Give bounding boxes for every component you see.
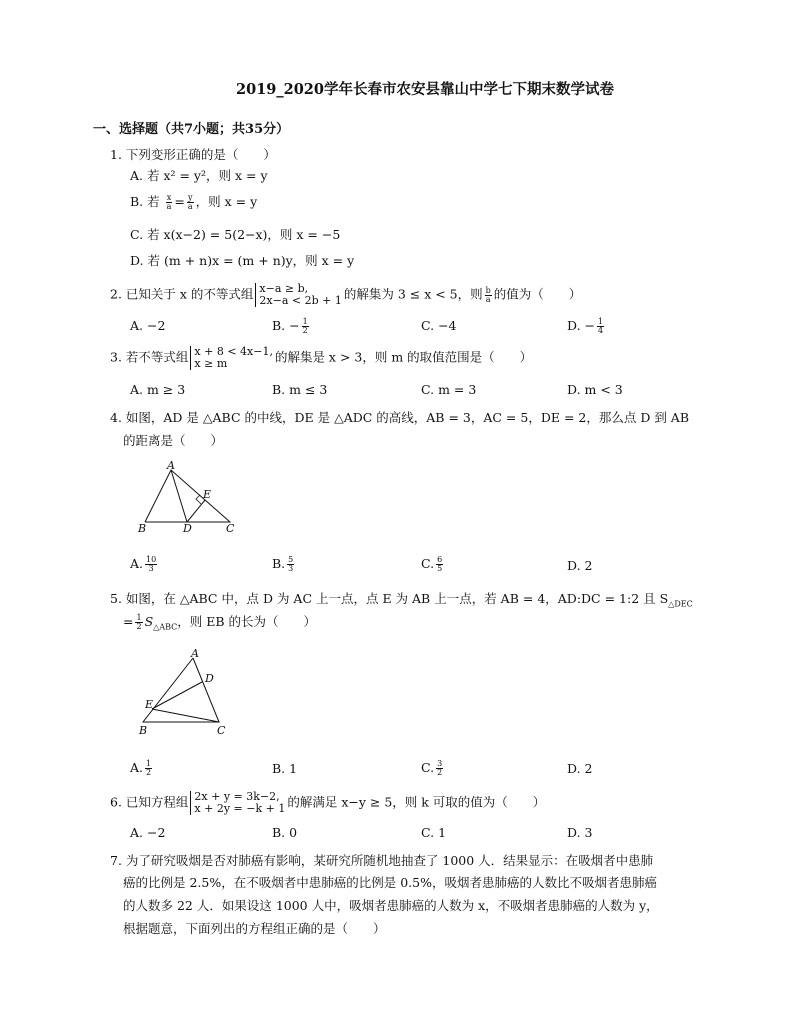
figure-label-a: A — [167, 460, 175, 472]
question-7-line1: 7. 为了研究吸烟是否对肺癌有影响，某研究所随机地抽查了 1000 人．结果显示：在吸烟者中患肺 — [110, 853, 654, 868]
question-3-option-d: D. m < 3 — [567, 382, 623, 397]
question-7-line3: 的人数多 22 人．如果设这 1000 人中，吸烟者患肺癌的人数为 x，不吸烟者患肺癌的人数为 y， — [123, 898, 659, 913]
inequality-system: x−a ≥ b, 2x−a < 2b + 1 — [255, 283, 341, 307]
question-2-option-c: C. −4 — [421, 318, 457, 333]
q2-middle: 的解集为 3 ≤ x < 5，则 — [343, 286, 483, 302]
question-5-stem-line1: 5. 如图，在 △ABC 中，点 D 为 AC 上一点，点 E 为 AB 上一点，若 AB = 4，AD:DC = 1:2 且 $S_{\triangle DEC}$ — [110, 591, 693, 609]
question-2-stem — [110, 283, 581, 307]
inequality-system: x + 8 < 4x−1, x ≥ m — [190, 346, 273, 370]
page-title: 2019_2020学年长春市农安县靠山中学七下期末数学试卷 — [236, 81, 614, 98]
fraction-three-halves: $\frac{3}{2}$ — [437, 759, 443, 777]
question-4-stem-line1: 4. 如图，AD 是 △ABC 的中线，DE 是 △ADC 的高线，AB = 3，AC = 5，DE = 2，那么点 D 到 AB — [110, 410, 690, 425]
question-2-option-a: A. −2 — [130, 318, 166, 333]
question-7-line4: 根据题意，下面列出的方程组正确的是（ ） — [123, 921, 386, 936]
question-3-stem: 3. 若不等式组 x + 8 < 4x−1, x ≥ m 的解集是 x > 3，则 m 的取值范围是（ ） — [110, 345, 533, 370]
question-5-option-d: D. 2 — [567, 761, 593, 776]
question-6-option-b: B. 0 — [272, 825, 298, 840]
option-b-suffix: ，则 x = y — [195, 194, 258, 209]
question-3-option-a: A. m ≥ 3 — [130, 382, 186, 397]
question-5-option-a: A. $\frac{1}{2}$ — [130, 759, 152, 777]
fraction-b-over-a: $\frac{b}{a}$ — [485, 285, 491, 304]
question-4-option-b: B. $\frac{5}{3}$ — [272, 555, 294, 573]
equation-system: 2x + y = 3k−2, x + 2y = −k + 1 — [190, 791, 285, 815]
option-b-prefix: B. 若 — [130, 194, 160, 209]
question-4-figure — [135, 460, 245, 538]
question-1-option-c: C. 若 x(x−2) = 5(2−x)，则 x = −5 — [130, 227, 341, 242]
fraction-one-half: $\frac{1}{2}$ — [302, 317, 308, 335]
question-6-stem: 6. 已知方程组 2x + y = 3k−2, x + 2y = −k + 1 的解满足 x−y ≥ 5，则 k 可取的值为（ ） — [110, 790, 546, 815]
question-4-option-d: D. 2 — [567, 558, 593, 573]
figure-label-c: C — [226, 522, 235, 535]
question-1-option-b: B. 若 $\frac{x}{a}$ = $\frac{y}{a}$ ，则 x = y — [130, 193, 258, 211]
fraction-one-half: $\frac{1}{2}$ — [136, 613, 142, 631]
figure-label-c: C — [217, 724, 226, 737]
question-6-option-a: A. −2 — [130, 825, 166, 840]
figure-label-d: D — [205, 672, 214, 685]
figure-label-d: D — [183, 522, 192, 535]
fraction-six-fifths: $\frac{6}{5}$ — [437, 555, 443, 573]
question-5-stem-line2: = $\frac{1}{2}$ $S_{\triangle ABC}$，则 EB 的长为（ ） — [123, 613, 316, 632]
figure-label-a: A — [191, 648, 199, 660]
question-2-option-b: B. − $\frac{1}{2}$ — [272, 317, 308, 335]
fraction-one-quarter: $\frac{1}{4}$ — [598, 317, 604, 335]
figure-label-e: E — [145, 698, 154, 711]
fraction-y-over-a: $\frac{y}{a}$ — [187, 193, 193, 211]
fraction-five-thirds: $\frac{5}{3}$ — [288, 555, 294, 573]
fraction-one-half: $\frac{1}{2}$ — [146, 759, 152, 777]
question-3-option-c: C. m = 3 — [421, 382, 477, 397]
fraction-x-over-a: $\frac{x}{a}$ — [166, 193, 172, 211]
fraction-ten-thirds: $\frac{10}{3}$ — [146, 555, 157, 573]
question-6-option-d: D. 3 — [567, 825, 593, 840]
question-2-option-d: D. − $\frac{1}{4}$ — [567, 317, 604, 335]
question-1-option-a: A. 若 x² = y²，则 x = y — [130, 168, 268, 183]
question-4-stem-line2: 的距离是（ ） — [123, 433, 224, 448]
question-5-figure — [135, 648, 245, 742]
q2-prefix: 2. 已知关于 x 的不等式组 — [110, 286, 254, 302]
q2-suffix: 的值为（ ） — [493, 286, 582, 302]
question-5-option-c: C. $\frac{3}{2}$ — [421, 759, 443, 777]
question-1-stem: 1. 下列变形正确的是（ ） — [110, 147, 276, 162]
question-6-option-c: C. 1 — [421, 825, 447, 840]
question-1-option-d: D. 若 (m + n)x = (m + n)y，则 x = y — [130, 253, 355, 268]
question-7-line2: 癌的比例是 2.5%，在不吸烟者中患肺癌的比例是 0.5%，吸烟者患肺癌的人数比不吸烟者患肺癌 — [123, 875, 657, 890]
question-3-option-b: B. m ≤ 3 — [272, 382, 328, 397]
figure-label-e: E — [203, 488, 212, 501]
section-heading: 一、选择题（共7小题；共35分） — [93, 122, 290, 137]
figure-label-b: B — [138, 522, 147, 535]
question-4-option-a: A. $\frac{10}{3}$ — [130, 555, 157, 573]
question-4-option-c: C. $\frac{6}{5}$ — [421, 555, 443, 573]
question-5-option-b: B. 1 — [272, 761, 298, 776]
figure-label-b: B — [139, 724, 148, 737]
